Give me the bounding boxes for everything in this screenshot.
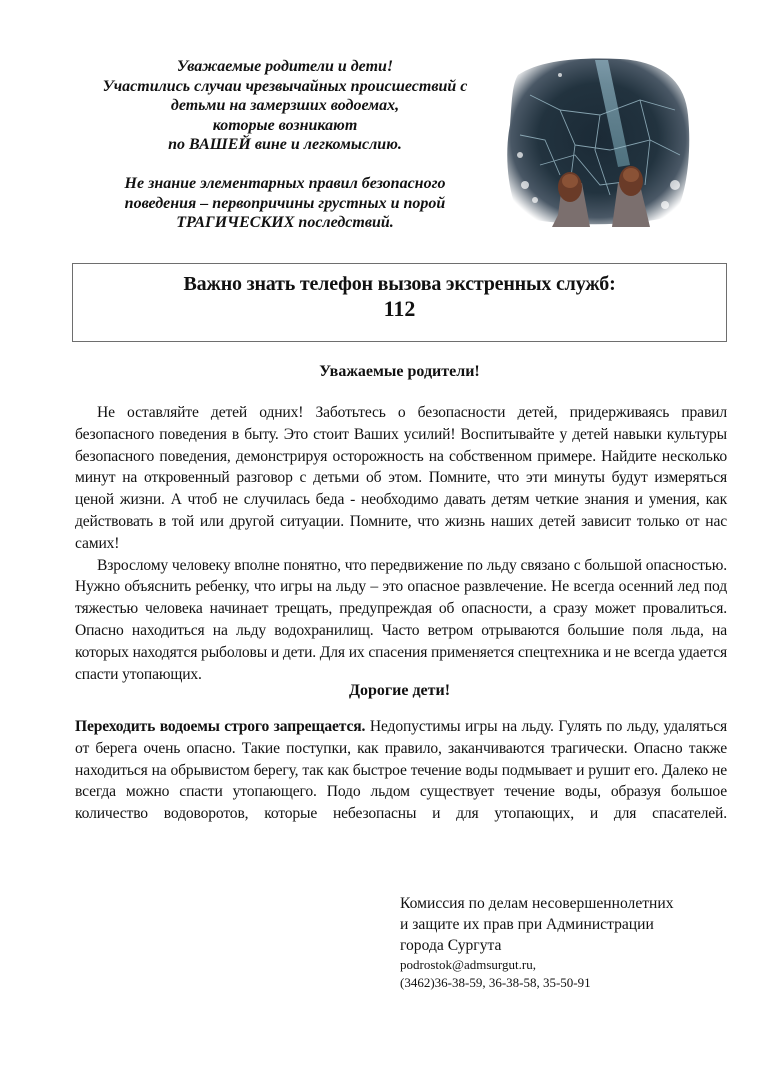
- intro-warning-line: ТРАГИЧЕСКИХ последствий.: [176, 214, 394, 232]
- children-heading: Дорогие дети!: [348, 682, 451, 699]
- intro-line: Участились случаи чрезвычайных происшествий с: [102, 77, 468, 95]
- children-body: [75, 716, 727, 825]
- intro-warning-line: поведения – первопричины грустных и порой: [124, 194, 446, 212]
- emergency-number-box: [72, 263, 727, 342]
- parents-paragraph: Взрослому человеку вполне понятно, что передвижение по льду связано с большой опасностью. Нужно объяснить ребенку, что игры на льду – это опасное развлечение. Не всегда осенний лед под тяжестью человека начинает трещать, предупреждая об опасности, а сразу может провалиться. Опасно находиться на льду водохранилищ. Часто ветром отрываются большие поля льда, на которых находятся рыболовы и дети. Для их спасения применяется спецтехника и не всегда удается спасти утопающих.: [75, 556, 727, 683]
- intro-line: Уважаемые родители и дети!: [176, 58, 394, 75]
- ice-photo: [500, 55, 696, 227]
- signature-org-line: Комиссия по делам несовершеннолетних: [400, 895, 674, 912]
- signature-block: [400, 893, 730, 991]
- children-paragraph-text: Недопустимы игры на льду. Гулять по льду, удаляться от берега очень опасно. Такие поступки, как правило, заканчиваются трагически. Опасно также находиться на обрывистом берегу, так как быстрое течение воды подмывает и рушит его. Далеко не всегда можно спасти утопающего. Подо льдом существует течение воды, образуя большое количество водоворотов, которые небезопасны и для утопающих, и для спасателей.: [75, 718, 727, 823]
- contact-phones: (3462)36-38-59, 36-38-58, 35-50-91: [400, 974, 591, 990]
- parents-body: [75, 402, 727, 685]
- emergency-number: 112: [383, 296, 416, 321]
- intro-line: которые возникают: [212, 116, 358, 134]
- signature-org-line: и защите их прав при Администрации: [400, 916, 654, 933]
- children-bold-lead: Переходить водоемы строго запрещается.: [75, 718, 366, 735]
- intro-line: по ВАШЕЙ вине и легкомыслию.: [168, 136, 402, 154]
- intro-appeal: [70, 57, 500, 233]
- parents-paragraph: Не оставляйте детей одних! Заботьтесь о безопасности детей, придерживаясь правил безопасного поведения в быту. Это стоит Ваших усилий! Воспитывайте у детей навыки культуры безопасного поведения, демонстрируя осторожность на собственном примере. Найдите несколько минут на откровенный разговор с детьми об этом. Помните, что эти минуты будут измеряться ценой жизни. А чтоб не случилась беда - необходимо давать детям четкие знания и умения, как действовать в той или другой ситуации. Помните, что жизнь наших детей зависит только от нас самих!: [75, 404, 727, 552]
- contact-email: podrostok@admsurgut.ru,: [400, 957, 536, 972]
- emergency-title: Важно знать телефон вызова экстренных служб:: [183, 273, 616, 295]
- signature-org-line: города Сургута: [400, 937, 502, 954]
- intro-line: детьми на замерзших водоемах,: [170, 97, 400, 115]
- children-paragraph: [75, 716, 727, 825]
- intro-spacer: [70, 155, 500, 174]
- intro-warning-line: Не знание элементарных правил безопасного: [124, 174, 446, 192]
- parents-heading: Уважаемые родители!: [319, 363, 480, 380]
- ice-photo-illustration: [500, 55, 696, 227]
